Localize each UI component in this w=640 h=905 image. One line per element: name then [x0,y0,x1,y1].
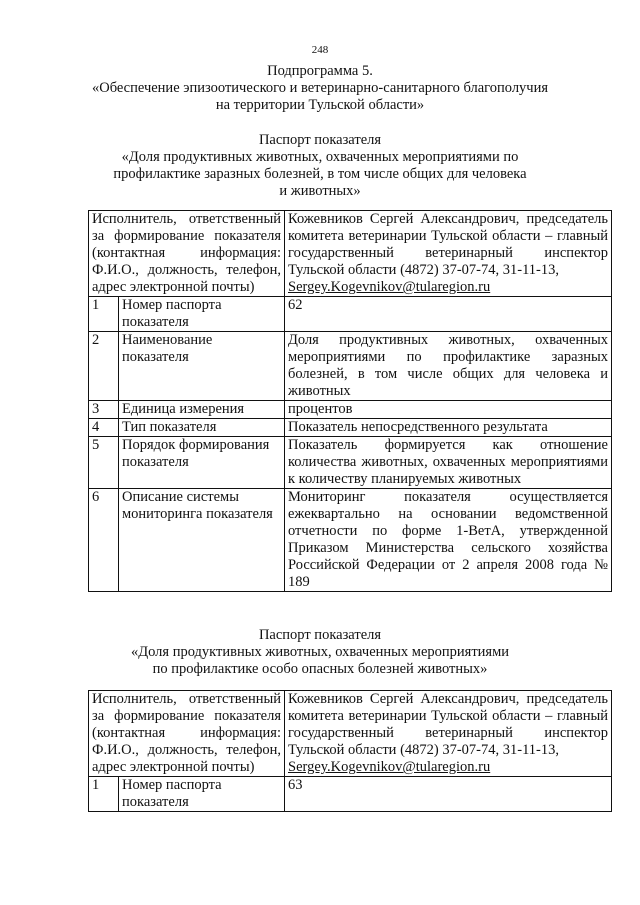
row-value: 62 [285,297,612,332]
passport1-heading-block [0,132,640,200]
passport2-responsible-value [285,691,612,777]
passport2-heading-block [0,627,640,678]
row-name: Единица измерения [119,401,285,419]
table-row [89,419,612,437]
row-name: Описание системы мониторинга показателя [119,489,285,592]
row-number: 5 [89,437,119,489]
table-row [89,437,612,489]
row-number: 2 [89,332,119,401]
passport1-responsible-value [285,211,612,297]
row-name: Наименование показателя [119,332,285,401]
row-value: Мониторинг показателя осуществляется ежеквартально на основании ведомственной отчетности по форме 1-ВетА, утвержденной Приказом Министерства сельского хозяйства Российской Федерации от 2 апреля 2008 года № 189 [285,489,612,592]
subprogram-name-line2: на территории Тульской области» [215,97,425,113]
row-name: Номер паспорта показателя [119,297,285,332]
passport2-table [88,690,612,812]
table-row [89,777,612,812]
passport2-email-link[interactable]: Sergey.Kogevnikov@tularegion.ru [288,759,491,775]
passport2-responsible-row [89,691,612,777]
row-value: 63 [285,777,612,812]
passport2-name-line2: по профилактике особо опасных болезней животных» [152,661,488,677]
passport2-name-line1: «Доля продуктивных животных, охваченных мероприятиями [130,644,510,660]
row-number: 6 [89,489,119,592]
row-name: Порядок формирования показателя [119,437,285,489]
table-row [89,401,612,419]
passport2-heading: Паспорт показателя [258,627,382,643]
passport1-name-line3: и животных» [279,183,361,199]
table-row [89,297,612,332]
row-value: процентов [285,401,612,419]
passport1-responsible-text: Кожевников Сергей Александрович, председатель комитета ветеринарии Тульской области – главный государственный ветеринарный инспектор Тульской области (4872) 37-07-74, 31-11-13, [288,211,608,278]
subprogram-name-line1: «Обеспечение эпизоотического и ветеринарно-санитарного благополучия [91,80,549,96]
row-number: 4 [89,419,119,437]
passport1-name-line1: «Доля продуктивных животных, охваченных мероприятиями по [121,149,519,165]
page-number: 248 [311,44,329,56]
row-value: Доля продуктивных животных, охваченных мероприятиями по профилактике заразных болезней, в том числе общих для человека и животных [285,332,612,401]
subprogram-title: Подпрограмма 5. [267,63,373,79]
row-value: Показатель формируется как отношение количества животных, охваченных мероприятиями к количеству планируемых животных [285,437,612,489]
passport2-responsible-text: Кожевников Сергей Александрович, председатель комитета ветеринарии Тульской области – главный государственный ветеринарный инспектор Тульской области (4872) 37-07-74, 31-11-13, [288,691,608,758]
passport1-responsible-row [89,211,612,297]
table-row [89,489,612,592]
passport1-responsible-label: Исполнитель, ответственный за формирование показателя (контактная информация: Ф.И.О., должность, телефон, адрес электронной почты) [89,211,285,297]
row-number: 1 [89,297,119,332]
passport1-email-link[interactable]: Sergey.Kogevnikov@tularegion.ru [288,279,491,295]
row-number: 3 [89,401,119,419]
row-name: Номер паспорта показателя [119,777,285,812]
passport1-table [88,210,612,592]
passport2-responsible-label: Исполнитель, ответственный за формирование показателя (контактная информация: Ф.И.О., должность, телефон, адрес электронной почты) [89,691,285,777]
subprogram-heading [0,63,640,114]
row-name: Тип показателя [119,419,285,437]
table-row [89,332,612,401]
row-value: Показатель непосредственного результата [285,419,612,437]
row-number: 1 [89,777,119,812]
passport1-heading: Паспорт показателя [258,132,382,148]
passport1-name-line2: профилактике заразных болезней, в том числе общих для человека [113,166,527,182]
